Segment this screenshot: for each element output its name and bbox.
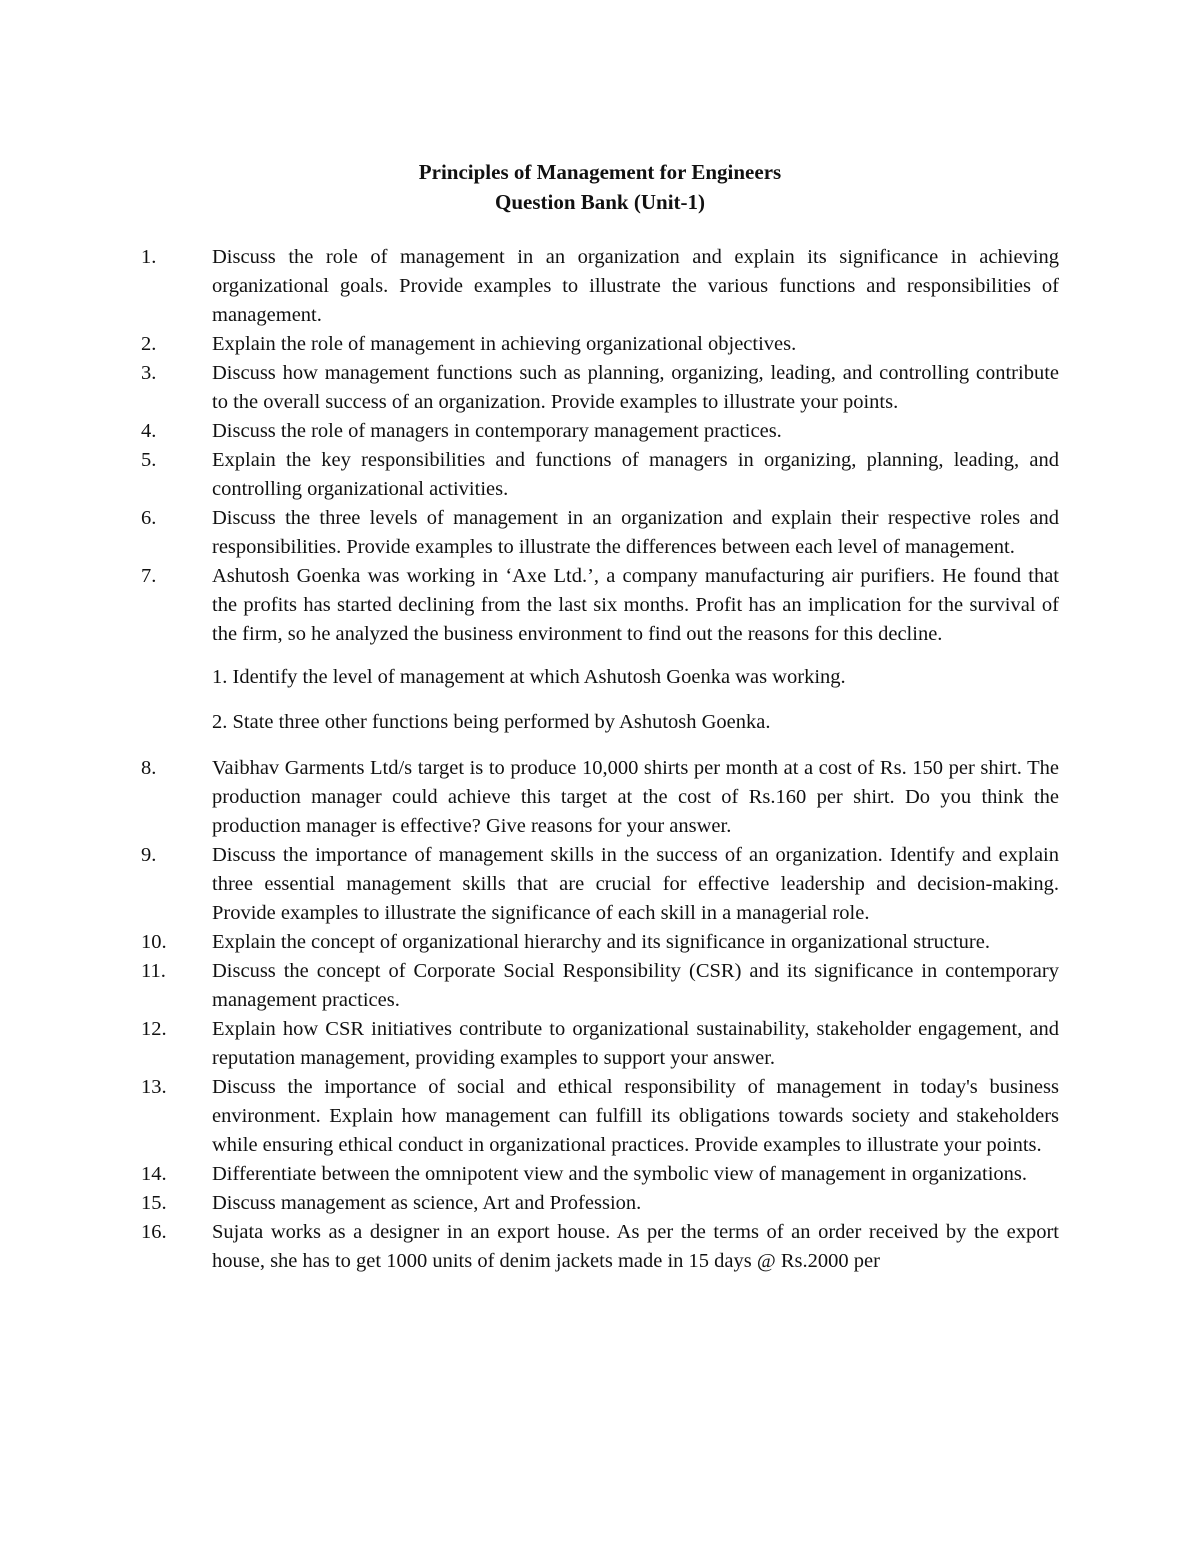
question-item-9 [141,841,1059,928]
question-item-3 [141,359,1059,417]
question-item-4 [141,417,1059,446]
question-text: Sujata works as a designer in an export house. As per the terms of an order received by the export house, she has to get 1000 units of denim jackets made in 15 days @ Rs.2000 per [212,1221,1059,1272]
question-number: 9. [141,844,157,866]
question-number: 8. [141,757,157,779]
question-number: 13. [141,1076,167,1098]
sub-question-2: 2. State three other functions being performed by Ashutosh Goenka. [212,711,771,733]
question-number: 6. [141,507,157,529]
question-number: 3. [141,362,157,384]
question-text: Explain the concept of organizational hierarchy and its significance in organizational structure. [212,931,990,953]
question-item-12 [141,1015,1059,1073]
question-text: Discuss the three levels of management in an organization and explain their respective roles and responsibilities. Provide examples to illustrate the differences between each level of management. [212,507,1059,558]
question-text: Discuss the importance of social and ethical responsibility of management in today's business environment. Explain how management can fulfill its obligations towards society and stakeholders while ensuring ethical conduct in organizational practices. Provide examples to illustrate your points. [212,1076,1059,1156]
question-item-1 [141,243,1059,330]
question-text: Discuss how management functions such as planning, organizing, leading, and controlling contribute to the overall success of an organization. Provide examples to illustrate your points. [212,362,1059,413]
question-text: Discuss management as science, Art and Profession. [212,1192,642,1214]
question-text: Discuss the role of managers in contemporary management practices. [212,420,782,442]
question-item-11 [141,957,1059,1015]
question-number: 4. [141,420,157,442]
question-number: 14. [141,1163,167,1185]
question-text: Vaibhav Garments Ltd/s target is to produce 10,000 shirts per month at a cost of Rs. 150 per shirt. The production manager could achieve this target at the cost of Rs.160 per shirt. Do you think the production manager is effective? Give reasons for your answer. [212,757,1059,837]
title-block [0,157,1200,217]
question-item-13 [141,1073,1059,1160]
question-item-16 [141,1218,1059,1276]
question-number: 15. [141,1192,167,1214]
question-text: Differentiate between the omnipotent view and the symbolic view of management in organizations. [212,1163,1028,1185]
question-text: Discuss the role of management in an organization and explain its significance in achieving organizational goals. Provide examples to illustrate the various functions and responsibilities of management. [212,246,1059,326]
question-number: 5. [141,449,157,471]
question-text: Discuss the concept of Corporate Social Responsibility (CSR) and its significance in contemporary management practices. [212,960,1059,1011]
question-item-2 [141,330,1059,359]
question-number: 16. [141,1221,167,1243]
question-number: 7. [141,565,157,587]
document-subtitle: Question Bank (Unit-1) [494,190,706,214]
question-item-6 [141,504,1059,562]
sub-question-1: 1. Identify the level of management at which Ashutosh Goenka was working. [212,666,846,688]
question-number: 2. [141,333,157,355]
question-item-15 [141,1189,1059,1218]
document-title: Principles of Management for Engineers [418,160,782,184]
question-number: 12. [141,1018,167,1040]
question-item-7 [141,562,1059,737]
question-item-8 [141,754,1059,841]
question-item-14 [141,1160,1059,1189]
question-number: 1. [141,246,157,268]
question-text: Ashutosh Goenka was working in ‘Axe Ltd.’, a company manufacturing air purifiers. He found that the profits has started declining from the last six months. Profit has an implication for the survival of the firm, so he analyzed the business environment to find out the reasons for this decline. [212,565,1059,645]
question-text: Explain how CSR initiatives contribute to organizational sustainability, stakeholder engagement, and reputation management, providing examples to support your answer. [212,1018,1059,1069]
question-number: 11. [141,960,166,982]
question-number: 10. [141,931,167,953]
question-text: Discuss the importance of management skills in the success of an organization. Identify and explain three essential management skills that are crucial for effective leadership and decision-making. Provide examples to illustrate the significance of each skill in a managerial role. [212,844,1059,924]
question-list [141,243,1059,1276]
question-item-5 [141,446,1059,504]
question-text: Explain the role of management in achieving organizational objectives. [212,333,797,355]
question-text: Explain the key responsibilities and functions of managers in organizing, planning, leading, and controlling organizational activities. [212,449,1059,500]
question-item-10 [141,928,1059,957]
